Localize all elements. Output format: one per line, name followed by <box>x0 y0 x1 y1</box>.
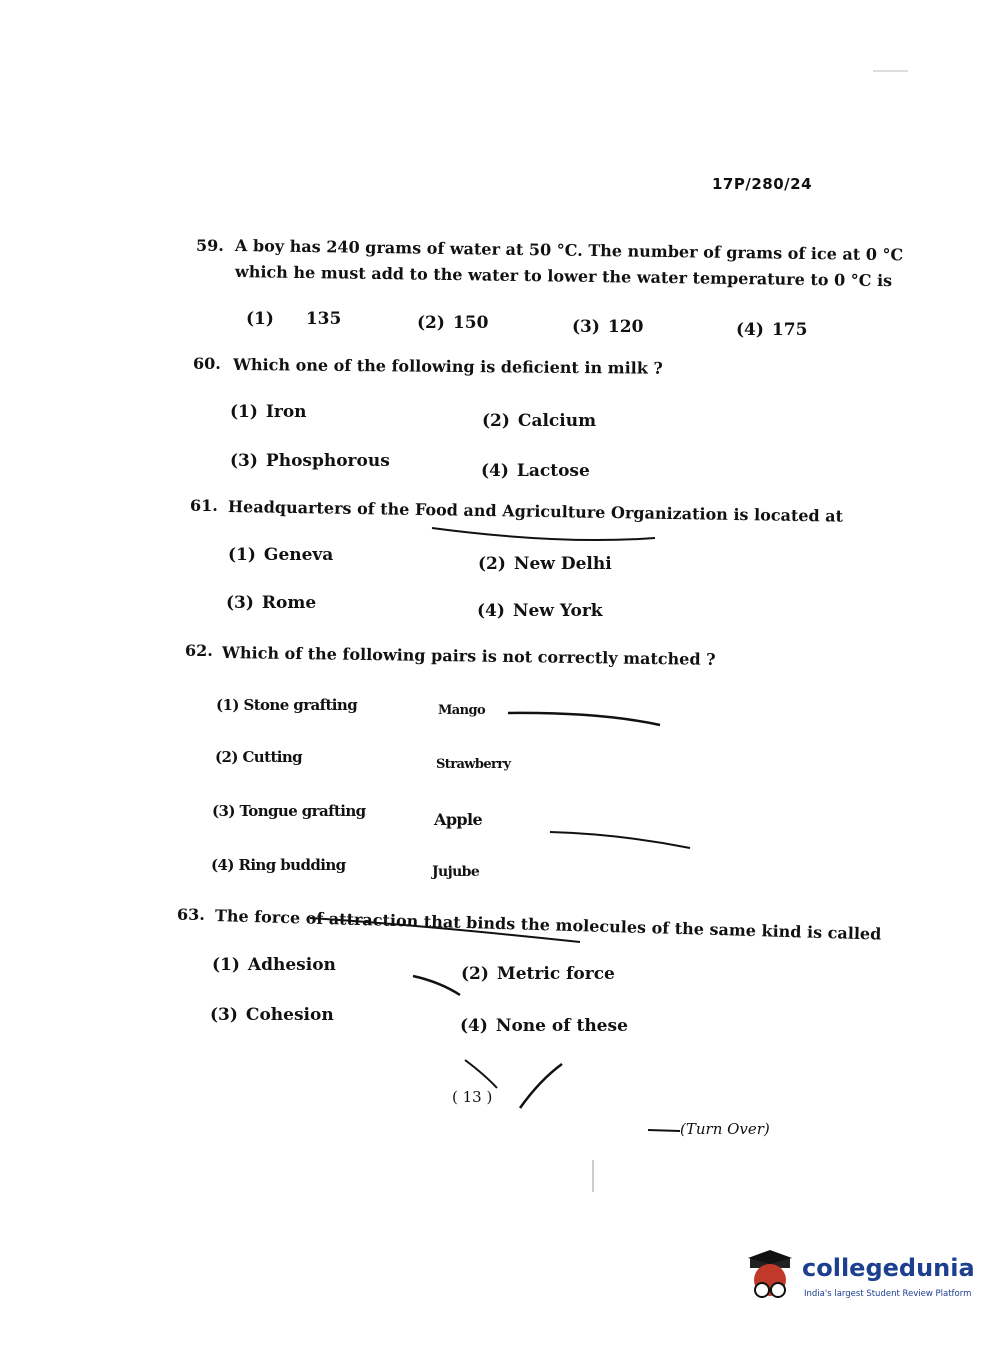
logo-name: collegedunia <box>802 1254 975 1282</box>
mascot-icon <box>742 1248 800 1310</box>
question-63-option-3: (3) Cohesion <box>210 1005 334 1025</box>
question-63-option-1: (1) Adhesion <box>212 955 336 975</box>
question-61-text: Headquarters of the Food and Agriculture Organization is located at <box>227 497 844 526</box>
page-number: ( 13 ) <box>452 1088 493 1106</box>
question-60-option-4: (4) Lactose <box>481 461 590 481</box>
question-62-option-1: (1) Stone grafting <box>216 696 358 714</box>
question-63-option-4: (4) None of these <box>460 1016 628 1036</box>
question-62-option-4-match: Jujube <box>432 864 480 880</box>
question-59-option-3: (3) 120 <box>572 317 644 337</box>
turn-over-note: (Turn Over) <box>680 1120 770 1138</box>
question-62-option-4: (4) Ring budding <box>211 856 346 874</box>
paper-code: 17P/280/24 <box>712 175 813 193</box>
question-59-line1: A boy has 240 grams of water at 50 °C. The number of grams of ice at 0 °C <box>234 236 904 265</box>
question-61-option-4: (4) New York <box>477 601 603 621</box>
question-59-number: 59. <box>196 236 224 255</box>
question-60-number: 60. <box>193 354 221 373</box>
question-60-option-2: (2) Calcium <box>482 411 597 431</box>
question-62-option-3-match: Apple <box>434 810 483 829</box>
question-62-option-3: (3) Tongue grafting <box>212 802 366 820</box>
question-61-option-3: (3) Rome <box>226 593 317 613</box>
question-62-option-2-match: Strawberry <box>436 757 511 772</box>
question-61-number: 61. <box>190 496 218 515</box>
question-59-option-4: (4) 175 <box>736 320 808 340</box>
question-63-option-2: (2) Metric force <box>461 964 615 984</box>
question-62-option-2: (2) Cutting <box>215 748 303 766</box>
question-59-line2: which he must add to the water to lower the water temperature to 0 °C is <box>234 262 893 291</box>
question-61-option-1: (1) Geneva <box>228 545 334 565</box>
question-62-text: Which of the following pairs is not correctly matched ? <box>221 643 716 669</box>
question-60-option-1: (1) Iron <box>230 402 307 422</box>
logo-tagline: India's largest Student Review Platform <box>804 1289 972 1299</box>
question-59-option-2: (2) 150 <box>417 313 489 333</box>
question-59-option-1: (1) 135 <box>246 309 342 329</box>
question-63-number: 63. <box>177 905 205 924</box>
question-62-option-1-match: Mango <box>438 703 486 718</box>
question-62-number: 62. <box>185 641 213 660</box>
question-60-text: Which one of the following is deficient in milk ? <box>232 355 663 378</box>
question-63-text: The force of attraction that binds the molecules of the same kind is called <box>214 906 882 944</box>
question-61-option-2: (2) New Delhi <box>478 554 612 574</box>
collegedunia-logo <box>742 1248 975 1310</box>
question-60-option-3: (3) Phosphorous <box>230 451 390 471</box>
